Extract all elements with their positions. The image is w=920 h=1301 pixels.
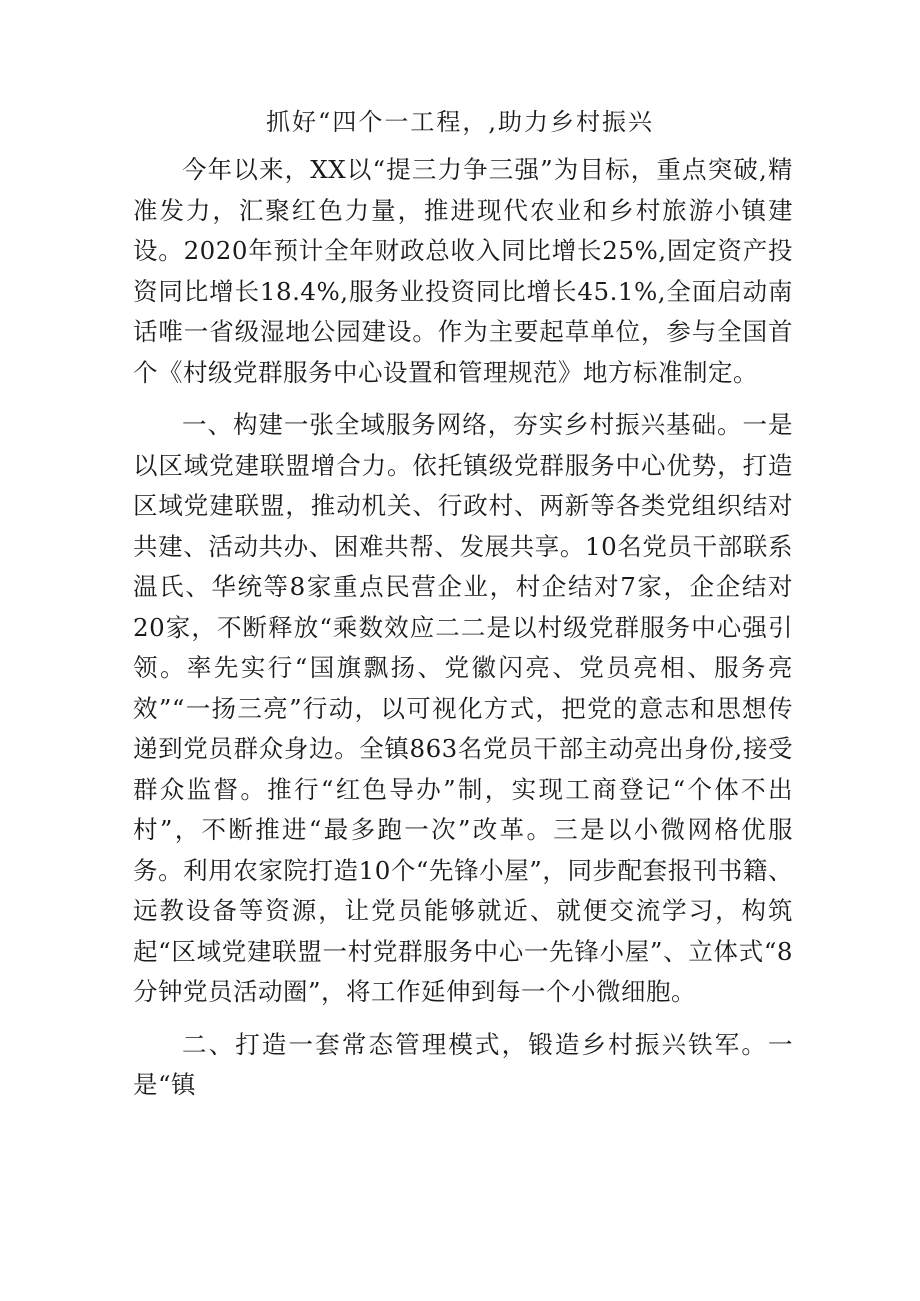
paragraph-intro: 今年以来，XX以“提三力争三强”为目标，重点突破,精准发力，汇聚红色力量，推进现代农业和乡村旅游小镇建设。2020年预计全年财政总收入同比增长25%,固定资产投资同比增长18.4%,服务业投资同比增长45.1%,全面启动南话唯一省级湿地公园建设。作为主要起草单位，参与全国首个《村级党群服务中心设置和管理规范》地方标准制定。 (133, 155, 793, 387)
paragraph-section-two: 二、打造一套常态管理模式，锻造乡村振兴铁军。一是“镇 (133, 1029, 793, 1099)
document-title: 抓好“四个一工程，,助力乡村振兴 (266, 108, 654, 136)
document-body (133, 150, 793, 1106)
paragraph-section-one: 一、构建一张全域服务网络，夯实乡村振兴基础。一是以区域党建联盟增合力。依托镇级党群服务中心优势，打造区域党建联盟，推动机关、行政村、两新等各类党组织结对共建、活动共办、困难共帮、发展共享。10名党员干部联系温氏、华统等8家重点民营企业，村企结对7家，企企结对20家，不断释放“乘数效应二二是以村级党群服务中心强引领。率先实行“国旗飘扬、党徽闪亮、党员亮相、服务亮效”“一扬三亮”行动，以可视化方式，把党的意志和思想传递到党员群众身边。全镇863名党员干部主动亮出身份,接受群众监督。推行“红色导办”制，实现工商登记“个体不出村”，不断推进“最多跑一次”改革。三是以小微网格优服务。利用农家院打造10个“先锋小屋”，同步配套报刊书籍、远教设备等资源，让党员能够就近、就便交流学习，构筑起“区域党建联盟一村党群服务中心一先锋小屋”、立体式“8分钟党员活动圈”，将工作延伸到每一个小微细胞。 (133, 410, 793, 1006)
